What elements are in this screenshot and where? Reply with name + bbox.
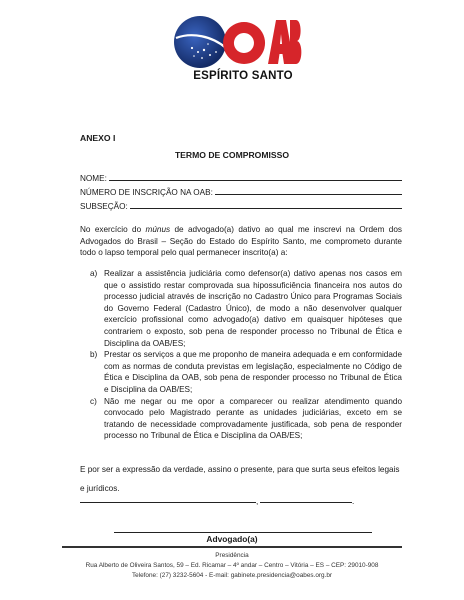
footer-divider xyxy=(62,546,402,548)
field-label: NOME: xyxy=(80,174,107,183)
intro-text-rest: de advogado(a) dativo ao qual me inscrevi na Ordem dos Advogados do Brasil – Seção do Estado do Espírito Santo, me comprometo durante todo o lapso temporal pelo qual permanecer inscrito(a) a: xyxy=(80,225,402,258)
field-line[interactable] xyxy=(215,186,402,195)
list-item xyxy=(80,268,402,349)
list-item-text: Realizar a assistência judiciária como defensor(a) dativo apenas nos casos em que o assistido restar comprovada sua hipossuficiência financeira nos autos do processo judicial através de inscrição no Cadastro Único para Programas Sociais do Governo Federal (Cadastro Único), de modo a não desenvolver qualquer exercício profissional como advogado(a) dativo em quaisquer hipóteses que contrariem o exposto, sob pena de responder processo no Tribunal de Ética e Disciplina da OAB/ES; xyxy=(104,269,402,348)
list-item xyxy=(80,349,402,395)
list-marker: c) xyxy=(90,396,97,406)
closing-paragraph: E por ser a expressão da verdade, assino o presente, para que surta seus efeitos legais e jurídicos. xyxy=(80,465,400,493)
subsection-field[interactable] xyxy=(80,200,402,211)
signature-label: Advogado(a) xyxy=(206,534,258,544)
place-line[interactable] xyxy=(80,502,256,503)
footer-address: Rua Alberto de Oliveira Santos, 59 – Ed. Ricamar – 4º andar – Centro – Vitória – ES – CEP: 29010-908 xyxy=(85,562,379,569)
field-line[interactable] xyxy=(130,200,402,209)
oab-registration-field[interactable] xyxy=(80,186,402,197)
signature-line[interactable] xyxy=(114,532,372,533)
intro-text: No exercício do xyxy=(80,225,146,234)
date-line[interactable] xyxy=(260,502,352,503)
intro-paragraph xyxy=(80,224,402,259)
period-mark: . xyxy=(352,497,355,506)
list-item xyxy=(80,396,402,442)
list-item-text: Prestar os serviços a que me proponho de maneira adequada e em conformidade com as normas de conduta previstas em legislação, especialmente no Código de Ética e Disciplina da OAB, sob pena de responder processo no Tribunal de Ética e Disciplina da OAB/ES; xyxy=(104,350,402,394)
field-label: NÚMERO DE INSCRIÇÃO NA OAB: xyxy=(80,188,213,197)
field-label: SUBSEÇÃO: xyxy=(80,202,128,211)
name-field[interactable] xyxy=(80,172,402,183)
intro-emphasis: múnus xyxy=(145,225,171,234)
list-marker: b) xyxy=(90,350,98,360)
footer-department: Presidência xyxy=(215,552,249,559)
oab-globe-icon xyxy=(172,14,306,70)
annex-label: ANEXO I xyxy=(80,133,116,143)
field-line[interactable] xyxy=(109,172,402,181)
footer-contact: Telefone: (27) 3232-5604 - E-mail: gabinete.presidencia@oabes.org.br xyxy=(131,572,333,579)
list-item-text: Não me negar ou me opor a comparecer ou realizar atendimento quando convocado pelo Magistrado perante as unidades judiciárias, exceto em se tratando de necessidade comprovadamente justificada, sob pena de responder processo no Tribunal de Ética e Disciplina da OAB/ES; xyxy=(104,396,402,441)
commitment-list xyxy=(80,268,402,442)
list-marker: a) xyxy=(90,269,98,278)
logo-caption: ESPÍRITO SANTO xyxy=(193,70,293,82)
comma-separator: , xyxy=(256,497,259,506)
document-title: TERMO DE COMPROMISSO xyxy=(174,150,290,160)
